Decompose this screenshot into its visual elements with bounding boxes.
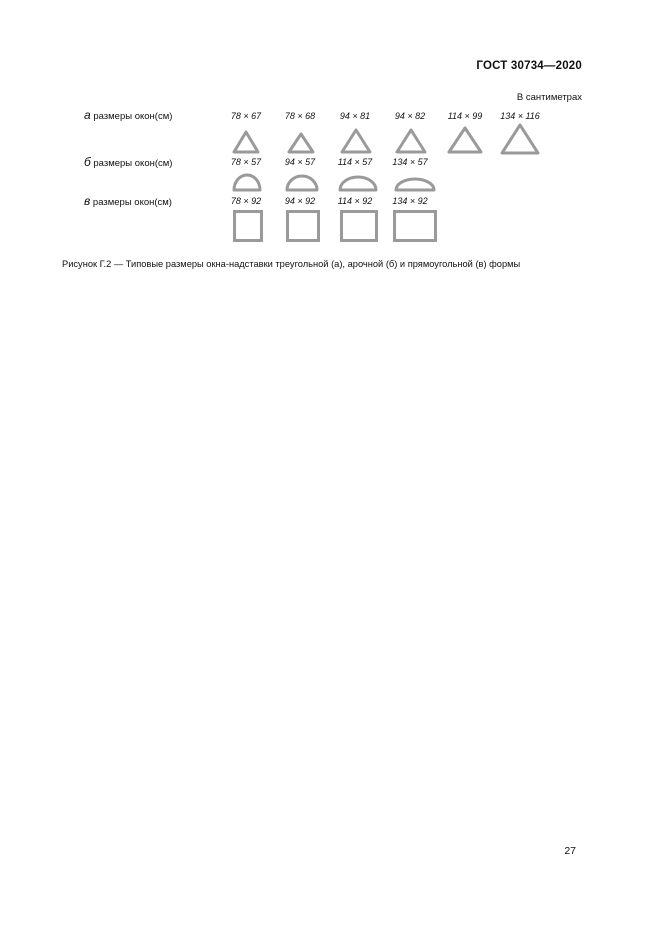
row-c-label (84, 194, 172, 208)
rect-window-78x92 (233, 210, 263, 242)
units-note: В сантиметрах (516, 92, 582, 103)
arch-window-134x57 (394, 175, 436, 192)
dim-b-2: 94 × 57 (284, 157, 316, 167)
arch-window-114x57 (338, 174, 378, 192)
dim-a-5: 114 × 99 (447, 111, 483, 121)
row-a-label (84, 108, 172, 122)
rect-window-134x92 (393, 210, 437, 242)
row-a-letter: а (84, 108, 91, 122)
dim-a-6: 134 × 116 (500, 111, 540, 121)
dim-c-4: 134 × 92 (392, 196, 428, 206)
row-c-text: размеры окон(см) (90, 197, 172, 208)
dim-b-3: 114 × 57 (337, 157, 373, 167)
arch-window-78x57 (232, 172, 262, 192)
triangle-window-94x82 (395, 128, 427, 154)
dim-b-1: 78 × 57 (230, 157, 262, 167)
row-b-text: размеры окон(см) (90, 158, 173, 169)
arch-window-94x57 (285, 173, 319, 192)
triangle-window-78x68 (287, 132, 315, 154)
triangle-window-78x67 (232, 130, 260, 154)
page-number: 27 (564, 845, 576, 857)
triangle-window-134x116 (500, 123, 540, 155)
standard-code: ГОСТ 30734—2020 (476, 60, 582, 72)
figure-caption: Рисунок Г.2 — Типовые размеры окна-надставки треугольной (а), арочной (б) и прямоугольной (в) формы (62, 259, 521, 269)
row-a-text: размеры окон(см) (90, 111, 173, 122)
dim-a-2: 78 × 68 (284, 111, 316, 121)
row-b-letter: б (84, 155, 91, 169)
row-b-label (84, 155, 172, 169)
dim-a-4: 94 × 82 (394, 111, 426, 121)
dim-a-3: 94 × 81 (339, 111, 371, 121)
row-c-letter: в (84, 194, 91, 208)
triangle-window-114x99 (447, 126, 483, 154)
dim-c-1: 78 × 92 (230, 196, 262, 206)
dim-c-3: 114 × 92 (337, 196, 373, 206)
dim-b-4: 134 × 57 (392, 157, 428, 167)
dim-c-2: 94 × 92 (284, 196, 316, 206)
rect-window-94x92 (286, 210, 320, 242)
triangle-window-94x81 (340, 128, 372, 154)
rect-window-114x92 (340, 210, 378, 242)
dim-a-1: 78 × 67 (230, 111, 262, 121)
